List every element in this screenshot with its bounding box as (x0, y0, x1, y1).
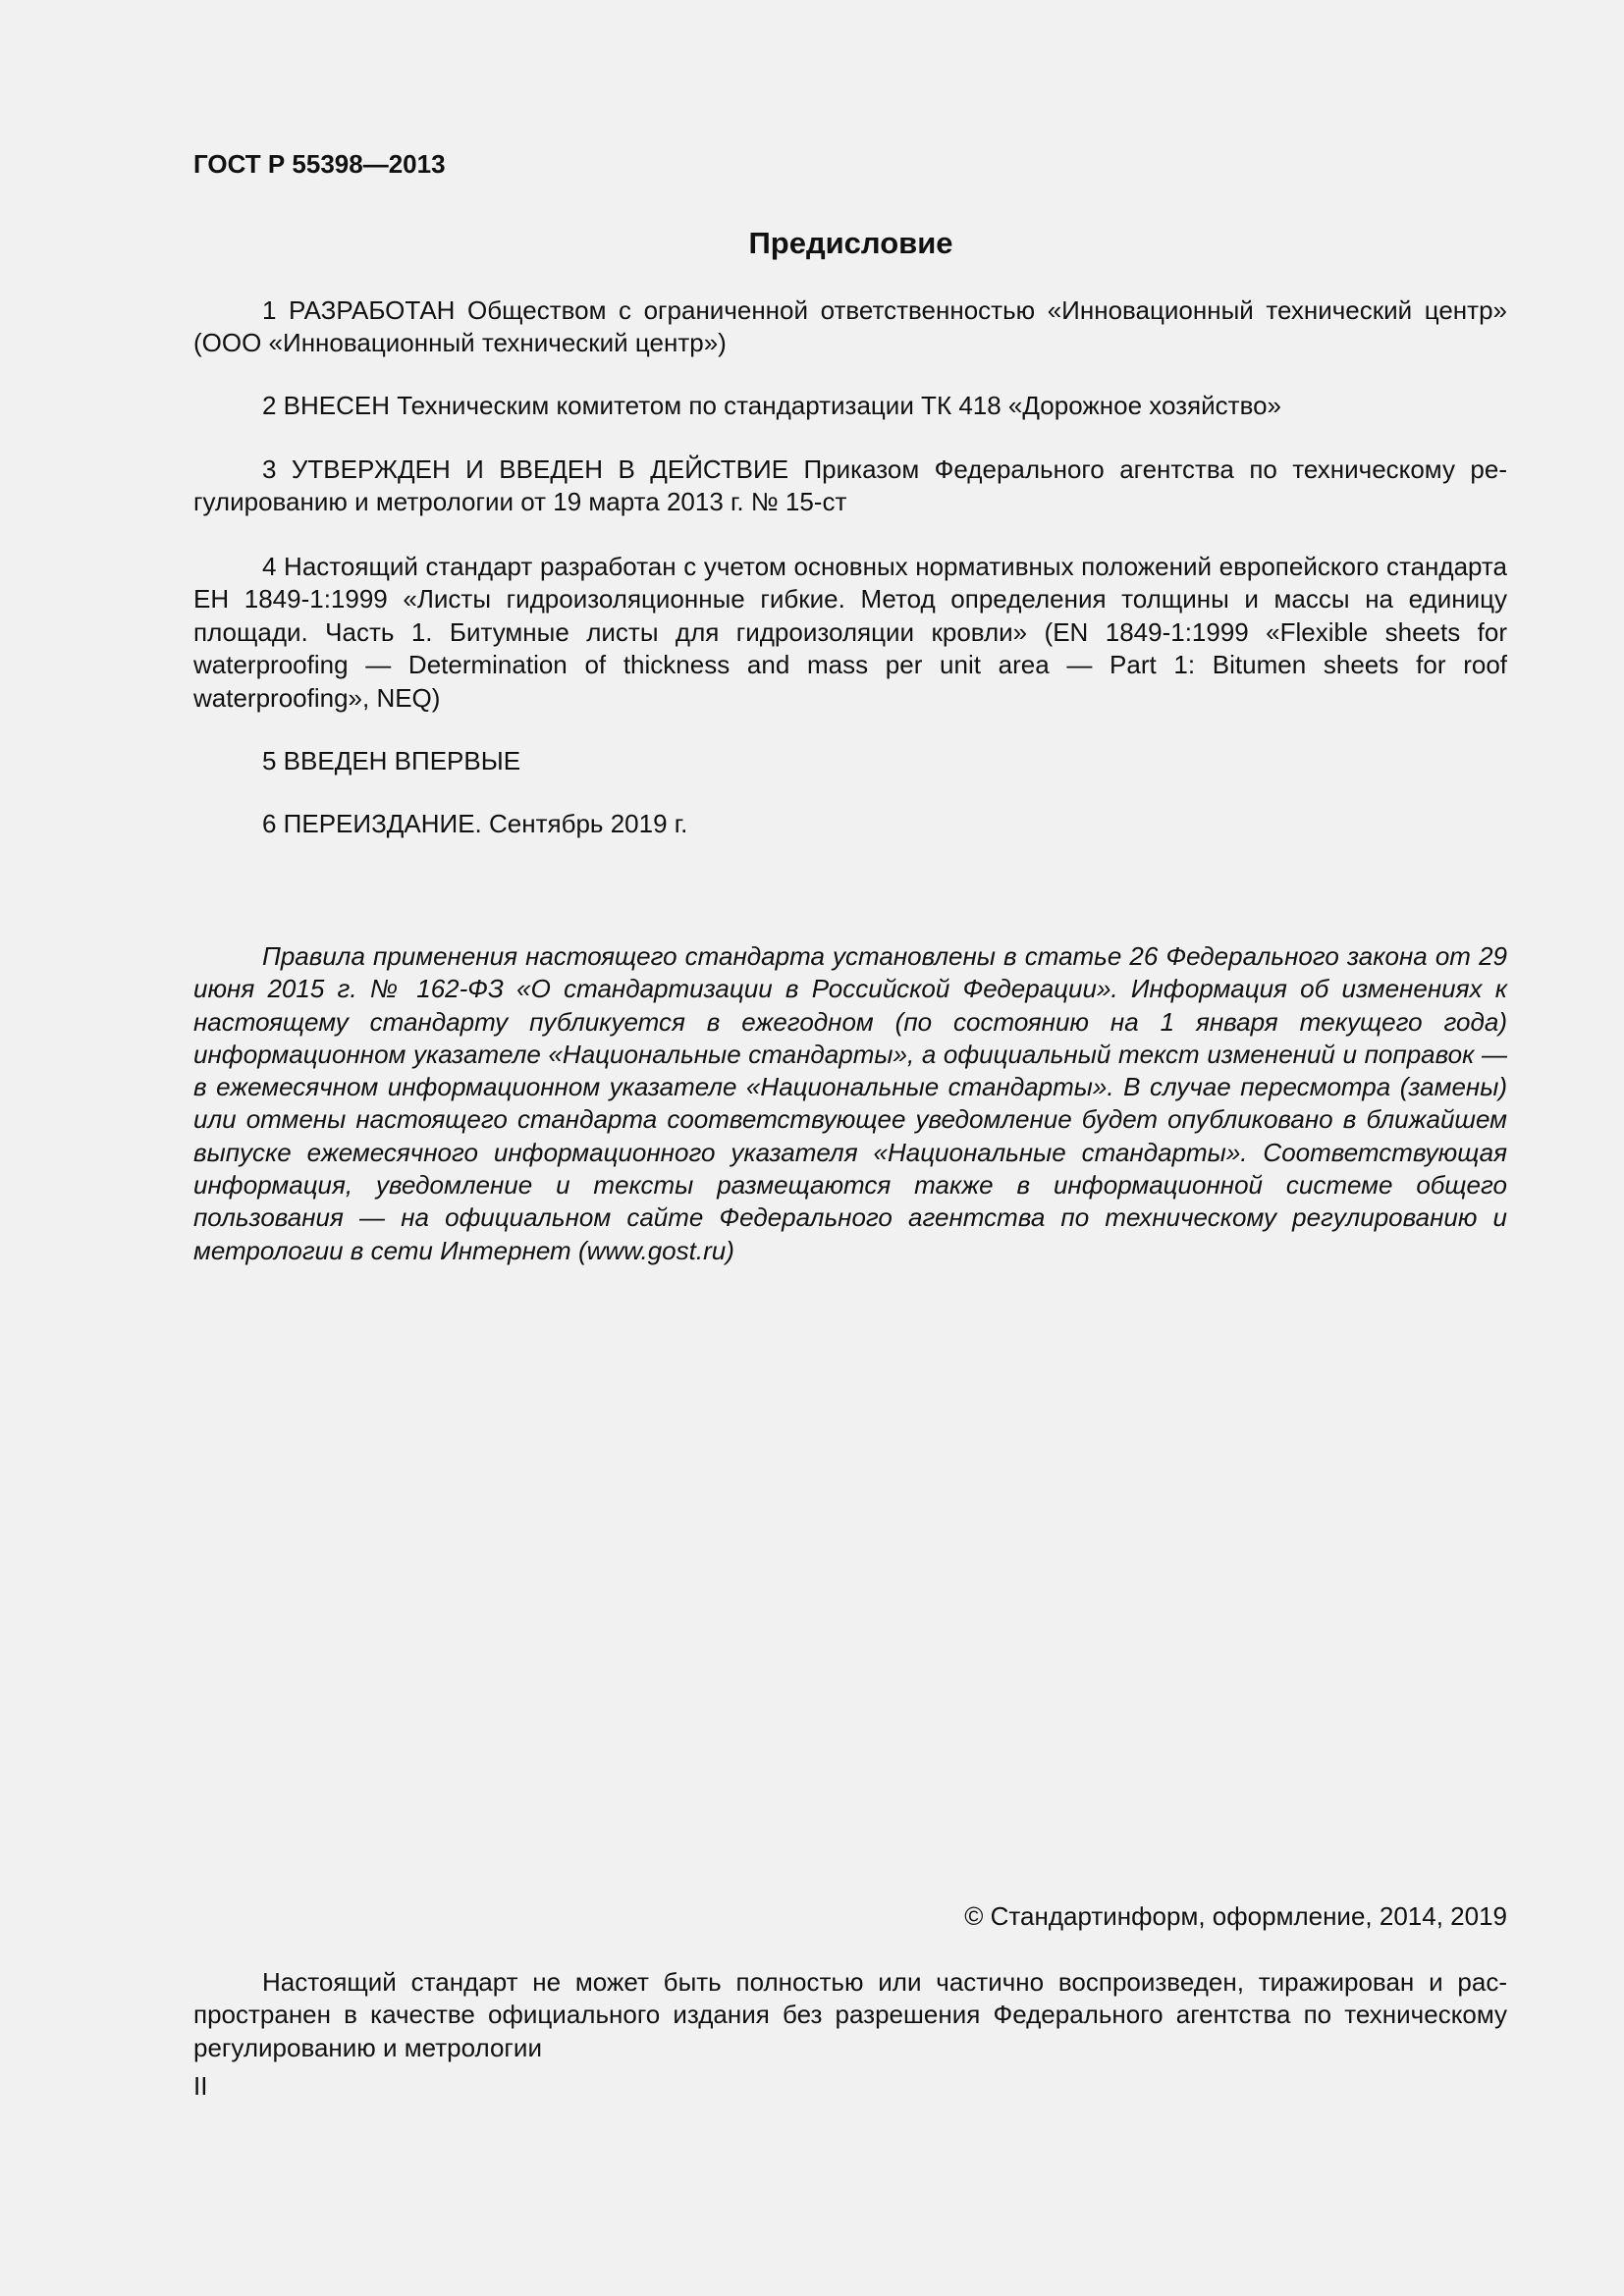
page-number: II (193, 2071, 208, 2101)
reproduction-notice: Настоящий стандарт не может быть полностью или частично воспроизведен, тиражирован и распространен в качестве официального издания без разрешения Федерального агентства по техническому регулированию и метрологии (193, 1967, 1507, 2062)
foreword-item-approved: 3 УТВЕРЖДЕН И ВВЕДЕН В ДЕЙСТВИЕ Приказом Федерального агентства по техническому регулированию и метрологии от 19 марта 2013 г. № 15-ст (193, 454, 1507, 517)
foreword-item-reissue: 6 ПЕРЕИЗДАНИЕ. Сентябрь 2019 г. (262, 809, 688, 838)
foreword-item-introduced: 5 ВВЕДЕН ВПЕРВЫЕ (262, 746, 521, 775)
copyright-line: © Стандартинформ, оформление, 2014, 2019 (964, 1901, 1507, 1931)
foreword-title: Предисловие (748, 226, 953, 260)
document-code: ГОСТ Р 55398—2013 (193, 149, 446, 179)
foreword-item-submitted: 2 ВНЕСЕН Техническим комитетом по стандартизации ТК 418 «Дорожное хозяйство» (262, 391, 1282, 420)
application-rules-note: Правила применения настоящего стандарта установлены в статье 26 Федерального закона от 29 июня 2015 г. № 162-ФЗ «О стандартизации в Российской Федерации». Информация об изменениях к настоящему стандарту публикуется в ежегодном (по состоянию на 1 января текущего года) информационном указателе «Национальные стандарты», а официальный текст изменений и поправок — в ежемесячном информационном указателе «Национальные стандарты». В случае пересмотра (замены) или отмены настоящего стандарта соответствующее уведомление будет опубликовано в ближайшем выпуске ежемесячного информационного указателя «Национальные стандарты». Соответствующая информация, уведомление и тексты размещаются также в информационной системе общего пользования — на официальном сайте Федерального агентства по техническому регулированию и метрологии в сети Интернет (www.gost.ru) (193, 941, 1507, 1265)
foreword-item-based-on: 4 Настоящий стандарт разработан с учетом основных нормативных положений европейского стандарта ЕН 1849-1:1999 «Листы гидроизоляционные гибкие. Метод определения толщины и массы на единицу площади. Часть 1. Битумные листы для гидроизоляции кровли» (EN 1849-1:1999 «Flexible sheets for waterproofing — Determination of thickness and mass per unit area — Part 1: Bitumen sheets for roof waterproofing», NEQ) (193, 552, 1507, 713)
foreword-item-developed: 1 РАЗРАБОТАН Обществом с ограниченной ответственностью «Инновационный технический центр» (ООО «Инновационный технический центр») (193, 295, 1507, 358)
